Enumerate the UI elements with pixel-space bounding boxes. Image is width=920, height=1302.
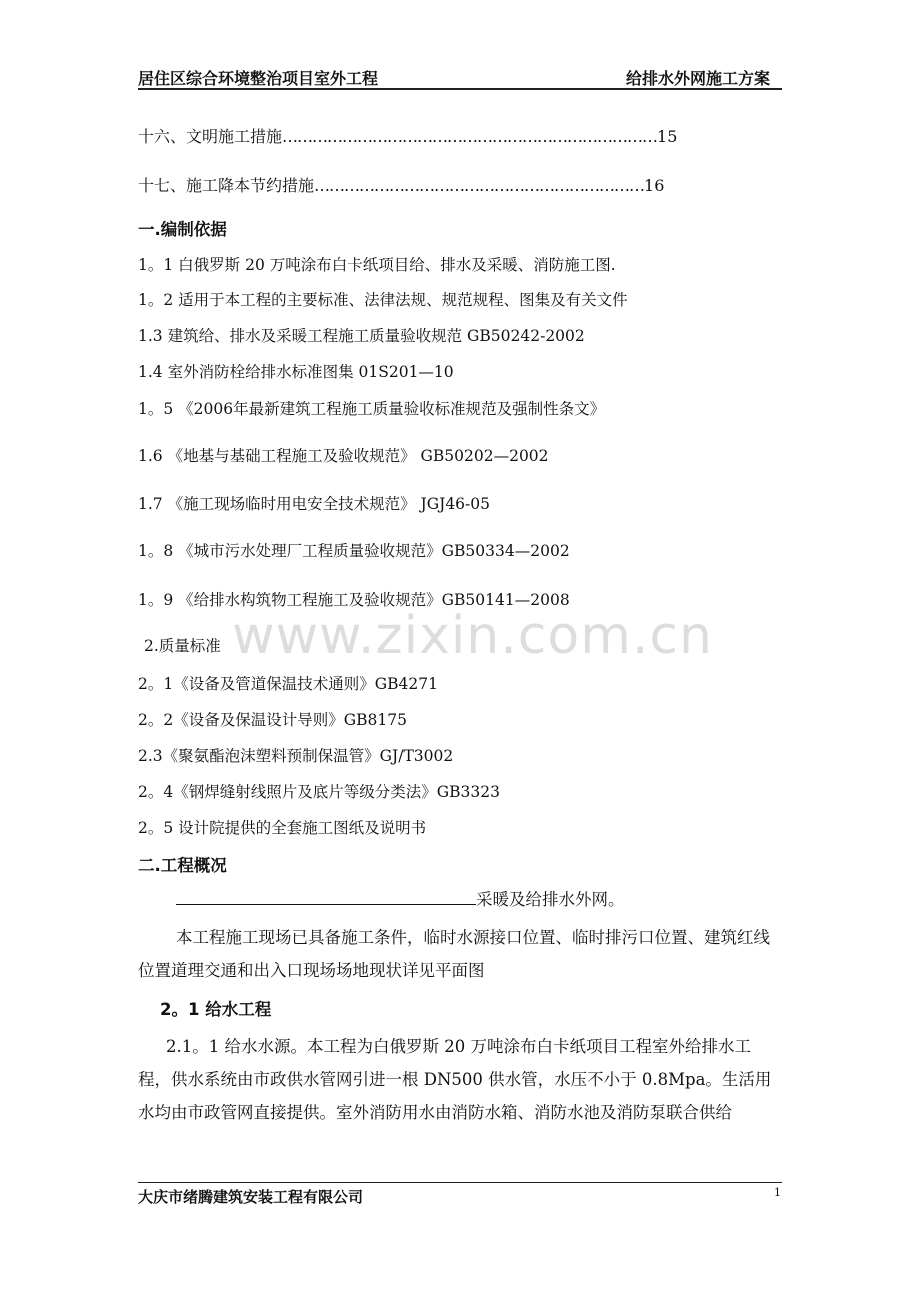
toc-page: 16 <box>644 176 665 195</box>
list-item: 1.4 室外消防栓给排水标准图集 01S201—10 <box>138 363 454 381</box>
list-item: 2。1《设备及管道保温技术通则》GB4271 <box>138 675 438 693</box>
toc-label: 十六、文明施工措施 <box>138 127 283 146</box>
subsection-title: 2.质量标准 <box>144 637 221 655</box>
toc-page: 15 <box>657 127 678 146</box>
toc-item <box>138 124 677 147</box>
list-item: 1。2 适用于本工程的主要标准、法律法规、规范规程、图集及有关文件 <box>138 291 628 309</box>
list-item: 2。2《设备及保温设计导则》GB8175 <box>138 711 407 729</box>
watermark: www.zixin.com.cn <box>232 606 713 666</box>
list-item: 1。5 《2006年最新建筑工程施工质量验收标准规范及强制性条文》 <box>138 400 606 418</box>
blank-suffix: 采暖及给排水外网。 <box>476 890 625 909</box>
list-item: 1.6 《地基与基础工程施工及验收规范》 GB50202—2002 <box>138 447 549 465</box>
toc-dots: ………………………………………………………… <box>314 176 645 195</box>
fill-in-blank <box>176 888 476 905</box>
list-item: 1。1 白俄罗斯 20 万吨涂布白卡纸项目给、排水及采暖、消防施工图. <box>138 256 616 274</box>
subsection-title: 2。1 给水工程 <box>160 1000 272 1019</box>
list-item: 2。5 设计院提供的全套施工图纸及说明书 <box>138 819 427 837</box>
list-item: 2.3《聚氨酯泡沫塑料预制保温管》GJ/T3002 <box>138 747 454 765</box>
header-left-title: 居住区综合环境整治项目室外工程 <box>138 69 379 88</box>
list-item: 2。4《钢焊缝射线照片及底片等级分类法》GB3323 <box>138 783 500 801</box>
toc-label: 十七、施工降本节约措施 <box>138 176 315 195</box>
toc-item <box>138 173 664 196</box>
footer-company: 大庆市绪腾建筑安装工程有限公司 <box>138 1188 364 1206</box>
list-item: 1。8 《城市污水处理厂工程质量验收规范》GB50334—2002 <box>138 542 570 560</box>
section-title: 一.编制依据 <box>138 220 227 239</box>
paragraph: 2.1。1 给水水源。本工程为白俄罗斯 20 万吨涂布白卡纸项目工程室外给排水工程，供水系统由市政供水管网引进一根 DN500 供水管，水压不小于 0.8Mpa。生活用水均由市政管网直接提供。室外消防用水由消防水箱、消防水池及消防泵联合供给 <box>138 1037 772 1122</box>
list-item: 1。9 《给排水构筑物工程施工及验收规范》GB50141—2008 <box>138 591 570 609</box>
list-item: 1.3 建筑给、排水及采暖工程施工质量验收规范 GB50242-2002 <box>138 327 585 345</box>
blank-line <box>176 886 625 910</box>
paragraph: 本工程施工现场已具备施工条件，临时水源接口位置、临时排污口位置、建筑红线位置道理交通和出入口现场场地现状详见平面图 <box>138 928 770 980</box>
footer-rule <box>138 1182 782 1183</box>
page-number: 1 <box>774 1186 781 1199</box>
list-item: 1.7 《施工现场临时用电安全技术规范》 JGJ46-05 <box>138 495 490 513</box>
header-right-title: 给排水外网施工方案 <box>626 69 771 88</box>
header-rule <box>138 88 782 90</box>
section-title: 二.工程概况 <box>138 856 227 875</box>
toc-dots: ………………………………………………………………… <box>282 127 658 146</box>
